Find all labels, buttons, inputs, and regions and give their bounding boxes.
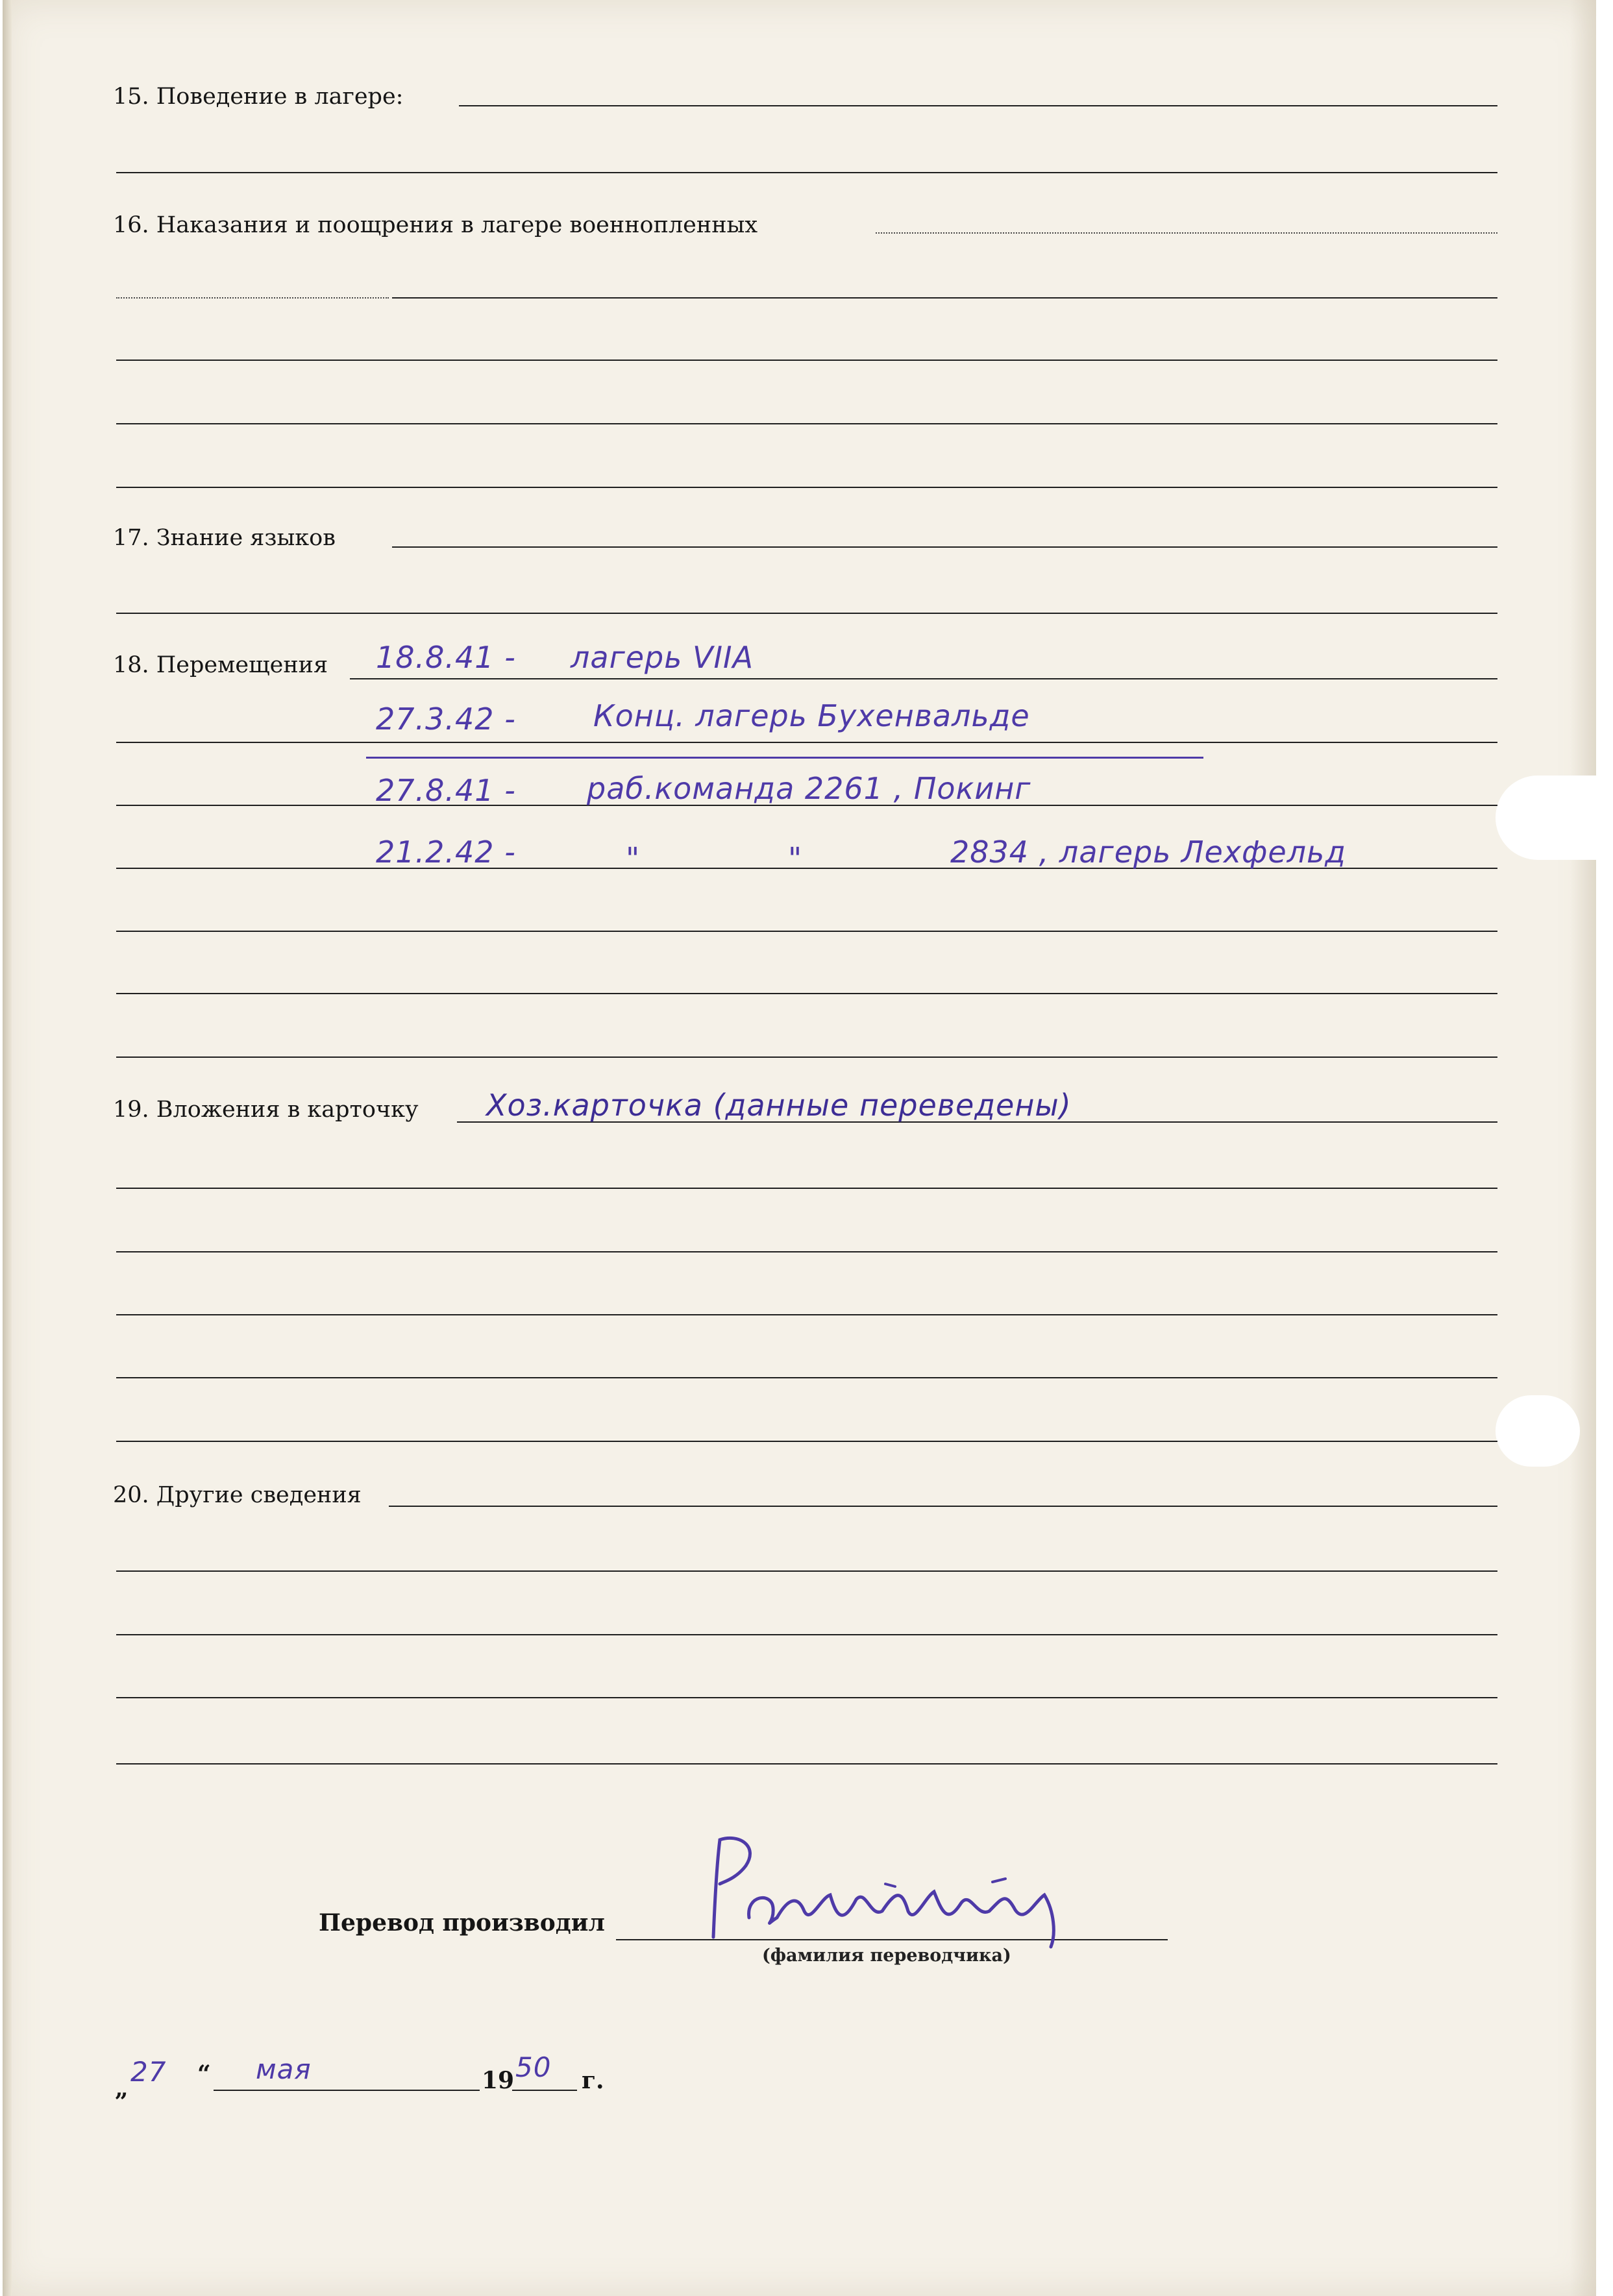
field-16-line-1 xyxy=(876,232,1497,234)
field-16-line-2b xyxy=(392,297,1497,299)
field-19-line-6 xyxy=(116,1441,1497,1442)
field-20-line-4 xyxy=(116,1697,1497,1698)
date-year-unit: г. xyxy=(582,2067,604,2094)
field-16-line-4 xyxy=(116,423,1497,424)
field-17-line-2 xyxy=(116,613,1497,614)
field-18-line-5 xyxy=(116,931,1497,932)
field-20-label: 20. Другие сведения xyxy=(113,1482,362,1508)
move-4-place: 2834 , лагерь Лехфельд xyxy=(950,835,1346,870)
field-20-line-5 xyxy=(116,1763,1497,1765)
translator-label: Перевод производил xyxy=(319,1909,605,1936)
document-page xyxy=(3,0,1596,2296)
page-edge-shadow xyxy=(1570,0,1596,2296)
move-1-place: лагерь VIIA xyxy=(571,640,754,675)
move-2-underline xyxy=(366,757,1203,759)
move-4-date: 21.2.42 - xyxy=(376,835,516,870)
move-2-place: Конц. лагерь Бухенвальде xyxy=(593,698,1030,733)
field-20-line-1 xyxy=(389,1506,1497,1507)
field-20-line-3 xyxy=(116,1634,1497,1635)
field-15-label: 15. Поведение в лагере: xyxy=(113,84,404,110)
field-18-label: 18. Перемещения xyxy=(113,652,328,678)
date-month-line xyxy=(214,2090,480,2091)
punch-hole xyxy=(1496,1395,1580,1467)
field-20-line-2 xyxy=(116,1570,1497,1572)
field-19-line-3 xyxy=(116,1251,1497,1252)
field-16-line-5 xyxy=(116,487,1497,488)
date-month: мая xyxy=(256,2053,312,2085)
field-16-line-2a xyxy=(116,297,389,299)
field-19-line-4 xyxy=(116,1314,1497,1315)
field-18-line-1 xyxy=(350,678,1497,679)
field-17-label: 17. Знание языков xyxy=(113,525,336,551)
translator-caption: (фамилия переводчика) xyxy=(762,1946,1011,1966)
torn-notch xyxy=(1496,776,1599,860)
field-15-line-2 xyxy=(116,172,1497,173)
move-2-date: 27.3.42 - xyxy=(376,702,516,737)
date-quote-open: „ xyxy=(115,2075,129,2102)
field-19-label: 19. Вложения в карточку xyxy=(113,1097,419,1123)
date-year-prefix: 19 xyxy=(482,2067,515,2094)
field-18-line-7 xyxy=(116,1056,1497,1058)
move-4-ditto-1: " xyxy=(626,841,641,876)
field-15-line-1 xyxy=(459,105,1497,106)
date-day: 27 xyxy=(130,2056,167,2088)
move-1-date: 18.8.41 - xyxy=(376,640,516,675)
move-3-date: 27.8.41 - xyxy=(376,773,516,808)
field-19-value: Хоз.карточка (данные переведены) xyxy=(486,1088,1072,1123)
field-16-line-3 xyxy=(116,360,1497,361)
field-18-line-2 xyxy=(116,742,1497,743)
move-4-ditto-2: " xyxy=(788,841,803,876)
move-3-place: раб.команда 2261 , Покинг xyxy=(587,771,1031,806)
date-year-line xyxy=(512,2090,577,2091)
translator-signature xyxy=(700,1827,1077,1950)
field-16-label: 16. Наказания и поощрения в лагере военнопленных xyxy=(113,212,758,238)
date-quote-close: “ xyxy=(197,2060,211,2088)
field-18-line-6 xyxy=(116,993,1497,994)
date-year-suffix: 50 xyxy=(515,2051,552,2083)
field-17-line-1 xyxy=(392,546,1497,548)
field-19-line-2 xyxy=(116,1188,1497,1189)
field-19-line-5 xyxy=(116,1377,1497,1378)
